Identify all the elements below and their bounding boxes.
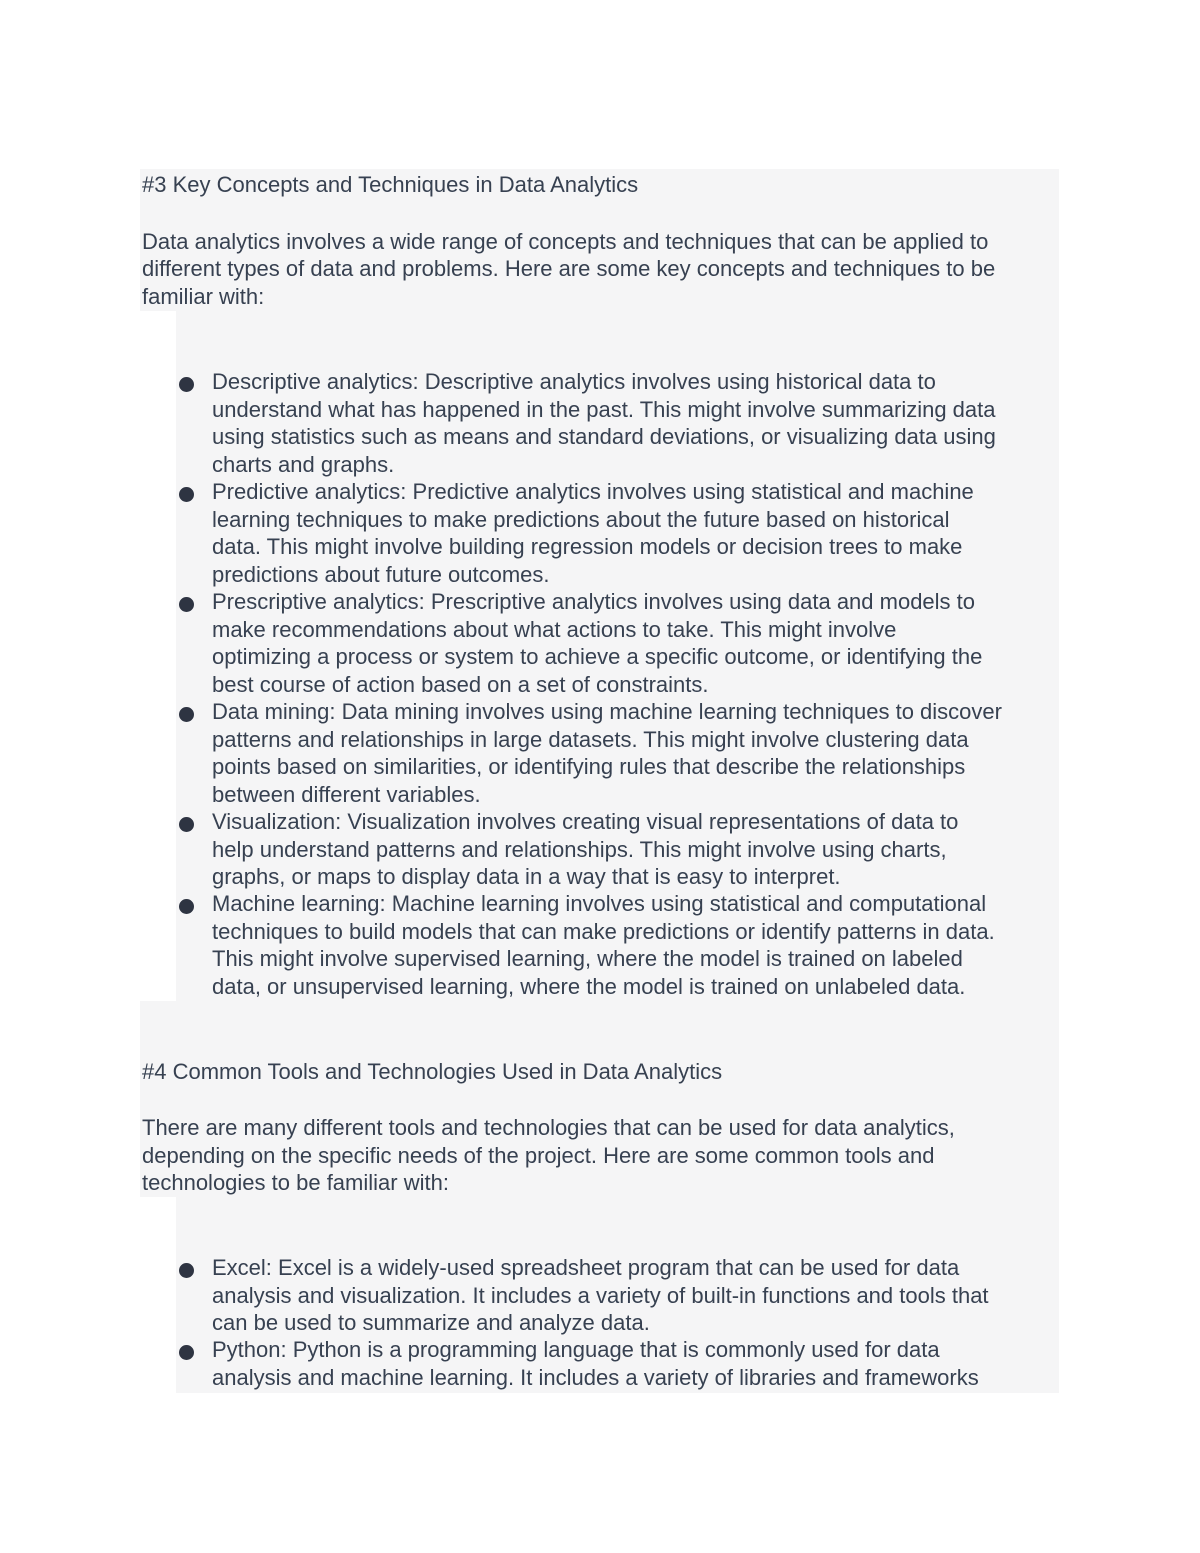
section-4-heading: #4 Common Tools and Technologies Used in Data Analytics (142, 1059, 723, 1084)
section-4-intro-line-1: There are many different tools and technologies that can be used for data analytics, (142, 1115, 955, 1140)
list-item-text: Excel: Excel is a widely-used spreadsheet program that can be used for data analysis and visualization. It includes a variety of built-in functions and tools that can be used to summarize and analyze data. (212, 1255, 989, 1335)
list-item-text: Predictive analytics: Predictive analytics involves using statistical and machine learning techniques to make predictions about the future based on historical data. This might involve building regression models or decision trees to make predictions about future outcomes. (212, 479, 974, 587)
list-item (212, 698, 1002, 808)
section-3-intro-line-2: different types of data and problems. Here are some key concepts and techniques to be (142, 256, 996, 281)
list-item-text: Machine learning: Machine learning involves using statistical and computational techniques to build models that can make predictions or identify patterns in data. This might involve supervised learning, where the model is trained on labeled data, or unsupervised learning, where the model is trained on unlabeled data. (212, 891, 995, 999)
list-item-text: Python: Python is a programming language that is commonly used for data analysis and machine learning. It includes a variety of libraries and frameworks (212, 1337, 979, 1390)
section-3-intro-line-1: Data analytics involves a wide range of concepts and techniques that can be applied to (142, 229, 989, 254)
bullet-dot-icon (179, 707, 194, 722)
list-item (212, 588, 982, 698)
list-item-text: Data mining: Data mining involves using machine learning techniques to discover patterns and relationships in large datasets. This might involve clustering data points based on similarities, or identifying rules that describe the relationships between different variables. (212, 699, 1002, 807)
bullet-dot-icon (179, 899, 194, 914)
list-item-text: Descriptive analytics: Descriptive analytics involves using historical data to understand what has happened in the past. This might involve summarizing data using statistics such as means and standard deviations, or visualizing data using charts and graphs. (212, 369, 996, 477)
section-4-intro-line-2: depending on the specific needs of the project. Here are some common tools and (142, 1143, 935, 1168)
bullet-dot-icon (179, 597, 194, 612)
list-item-text: Prescriptive analytics: Prescriptive analytics involves using data and models to make recommendations about what actions to take. This might involve optimizing a process or system to achieve a specific outcome, or identifying the best course of action based on a set of constraints. (212, 589, 983, 697)
list-item (212, 808, 958, 891)
bullet-dot-icon (179, 487, 194, 502)
list-item (212, 368, 996, 478)
list-item (212, 1254, 989, 1337)
list-item (212, 478, 974, 588)
bullet-dot-icon (179, 1263, 194, 1278)
section-3-intro-line-3: familiar with: (142, 284, 265, 309)
section-3-heading: #3 Key Concepts and Techniques in Data Analytics (142, 172, 639, 197)
bullet-dot-icon (179, 1345, 194, 1360)
bullet-dot-icon (179, 817, 194, 832)
list-item (212, 1336, 979, 1391)
section-4-intro-line-3: technologies to be familiar with: (142, 1170, 449, 1195)
bullet-dot-icon (179, 377, 194, 392)
list-item (212, 890, 995, 1000)
list-item-text: Visualization: Visualization involves creating visual representations of data to help understand patterns and relationships. This might involve using charts, graphs, or maps to display data in a way that is easy to interpret. (212, 809, 959, 889)
